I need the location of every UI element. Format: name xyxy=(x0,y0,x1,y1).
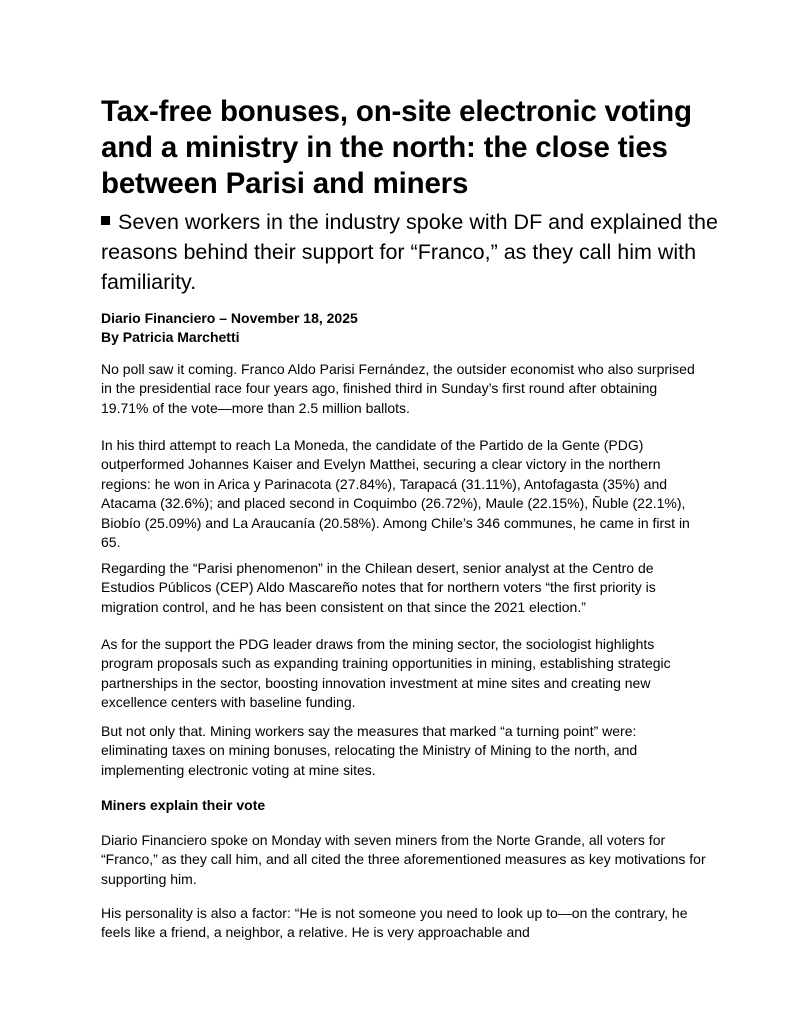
article-subtitle-text: Seven workers in the industry spoke with DF and explained the reasons behind their support for “Franco,” as they call him with familiarity. xyxy=(101,210,718,294)
section-paragraph-1: Diario Financiero spoke on Monday with seven miners from the Norte Grande, all voters for “Franco,” as they call him, and all cited the three aforementioned measures as key motivations for supporting him. xyxy=(101,832,706,887)
section-heading: Miners explain their vote xyxy=(101,797,266,813)
byline xyxy=(101,309,701,347)
body-paragraph-2: In his third attempt to reach La Moneda, the candidate of the Partido de la Gente (PDG) outperformed Johannes Kaiser and Evelyn Matthei, securing a clear victory in the northern regions: he won in Arica y Parinacota (27.84%), Tarapacá (31.11%), Antofagasta (35%) and Atacama (32.6%); and placed second in Coquimbo (26.72%), Maule (22.15%), Ñuble (22.1%), Biobío (25.09%) and La Araucanía (20.58%). Among Chile’s 346 communes, he came in first in 65. xyxy=(101,437,690,551)
article-title: Tax-free bonuses, on-site electronic voting and a ministry in the north: the close ties between Parisi and miners xyxy=(101,95,692,200)
author: By Patricia Marchetti xyxy=(101,329,240,345)
section-paragraph-2: His personality is also a factor: “He is not someone you need to look up to—on the contrary, he feels like a friend, a neighbor, a relative. He is very approachable and xyxy=(101,905,688,941)
body-paragraph-5: But not only that. Mining workers say the measures that marked “a turning point” were: eliminating taxes on mining bonuses, relocating the Ministry of Mining to the north, and implementing electronic voting at mine sites. xyxy=(101,723,638,778)
body-paragraph-4: As for the support the PDG leader draws from the mining sector, the sociologist highlights program proposals such as expanding training opportunities in mining, establishing strategic partnerships in the sector, boosting innovation investment at mine sites and creating new excellence centers with baseline funding. xyxy=(101,636,671,711)
article-subtitle xyxy=(101,207,741,297)
body-paragraph-3: Regarding the “Parisi phenomenon” in the Chilean desert, senior analyst at the Centro de Estudios Públicos (CEP) Aldo Mascareño notes that for northern voters “the first priority is migration control, and he has been consistent on that since the 2021 election.” xyxy=(101,560,656,615)
dateline: Diario Financiero – November 18, 2025 xyxy=(101,310,358,326)
body-paragraph-1: No poll saw it coming. Franco Aldo Parisi Fernández, the outsider economist who also surprised in the presidential race four years ago, finished third in Sunday’s first round after obtaining 19.71% of the vote—more than 2.5 million ballots. xyxy=(101,361,695,416)
square-bullet-icon xyxy=(101,216,110,225)
